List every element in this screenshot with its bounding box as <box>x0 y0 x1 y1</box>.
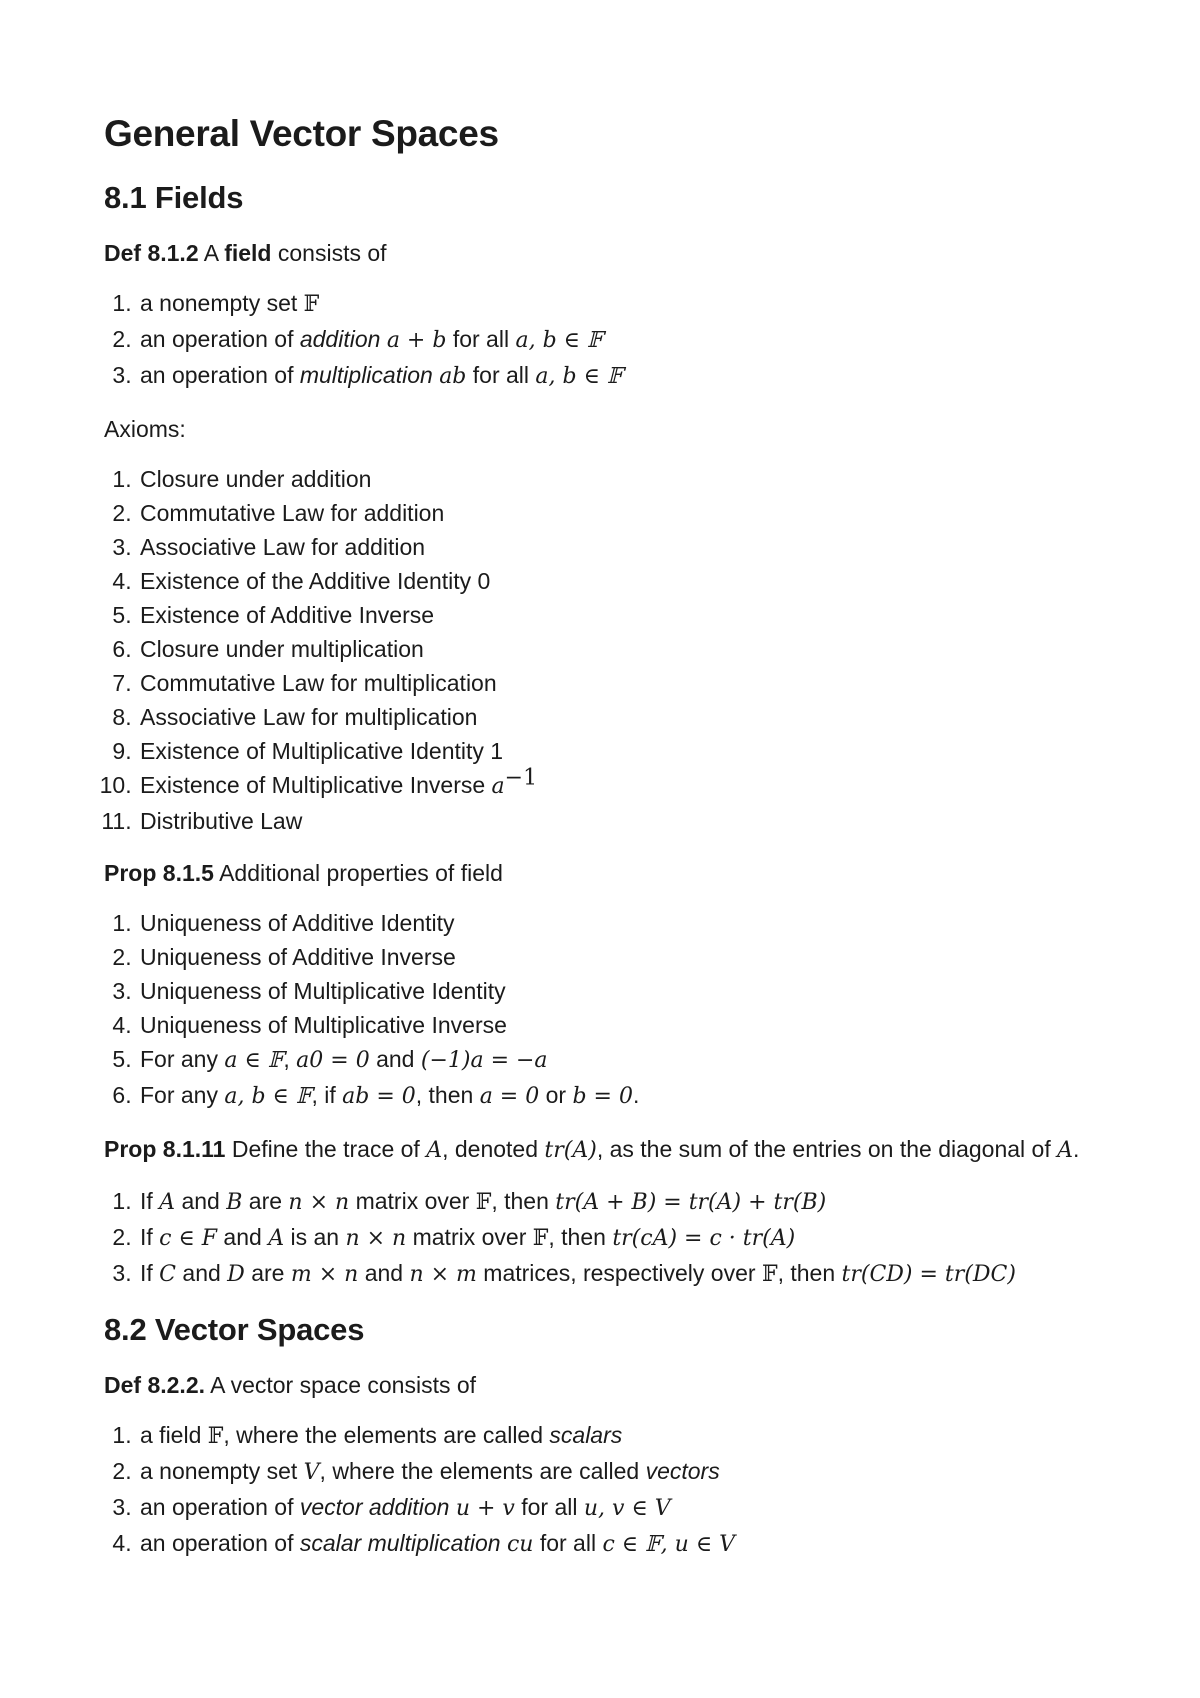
list-item: 6. Closure under multiplication <box>138 632 1104 666</box>
list-item: 3. Uniqueness of Multiplicative Identity <box>138 974 1104 1008</box>
list-item: 8. Associative Law for multiplication <box>138 700 1104 734</box>
list-item: 2. an operation of addition a + b for all a, b ∈ 𝔽 <box>138 322 1104 358</box>
list-item: 4. Uniqueness of Multiplicative Inverse <box>138 1008 1104 1042</box>
list-item: 2. Commutative Law for addition <box>138 496 1104 530</box>
list-item: 4. an operation of scalar multiplication cu for all c ∈ 𝔽, u ∈ V <box>138 1526 1104 1562</box>
prop-8-1-5: Prop 8.1.5 Additional properties of field <box>104 860 503 886</box>
list-item: 2. a nonempty set V, where the elements are called vectors <box>138 1454 1104 1490</box>
list-item: 1. Closure under addition <box>138 462 1104 496</box>
list-item: 7. Commutative Law for multiplication <box>138 666 1104 700</box>
page-title: General Vector Spaces <box>104 113 499 154</box>
list-item: 2. If c ∈ F and A is an n × n matrix over 𝔽, then tr(cA) = c · tr(A) <box>138 1220 1104 1256</box>
list-item: 9. Existence of Multiplicative Identity 1 <box>138 734 1104 768</box>
axioms-label: Axioms: <box>104 416 186 442</box>
list-item: 2. Uniqueness of Additive Inverse <box>138 940 1104 974</box>
list-item: 3. If C and D are m × n and n × m matrices, respectively over 𝔽, then tr(CD) = tr(DC) <box>138 1256 1104 1292</box>
field-components-list <box>104 286 1104 394</box>
def-label: Def 8.1.2 <box>104 240 199 266</box>
list-item: 4. Existence of the Additive Identity 0 <box>138 564 1104 598</box>
list-item: 5. For any a ∈ 𝔽, a0 = 0 and (−1)a = −a <box>138 1042 1104 1078</box>
list-item: 3. an operation of multiplication ab for all a, b ∈ 𝔽 <box>138 358 1104 394</box>
section-heading-fields: 8.1 Fields <box>104 180 244 215</box>
list-item: 1. a field 𝔽, where the elements are called scalars <box>138 1418 1104 1454</box>
def-8-2-2: Def 8.2.2. A vector space consists of <box>104 1372 477 1398</box>
list-item: 1. If A and B are n × n matrix over 𝔽, then tr(A + B) = tr(A) + tr(B) <box>138 1184 1104 1220</box>
trace-properties-list <box>104 1184 1104 1292</box>
prop-8-1-11: Prop 8.1.11 Define the trace of A, denoted tr(A), as the sum of the entries on the diagonal of A. <box>104 1136 1080 1163</box>
list-item: 6. For any a, b ∈ 𝔽, if ab = 0, then a = 0 or b = 0. <box>138 1078 1104 1114</box>
axioms-list <box>104 462 1104 838</box>
field-properties-list <box>104 906 1104 1114</box>
list-item: 1. Uniqueness of Additive Identity <box>138 906 1104 940</box>
section-heading-vector-spaces: 8.2 Vector Spaces <box>104 1312 365 1347</box>
list-item: 11. Distributive Law <box>138 804 1104 838</box>
list-item: 10. Existence of Multiplicative Inverse $a^{-1}$ <box>138 768 1104 804</box>
list-item: 1. a nonempty set 𝔽 <box>138 286 1104 322</box>
list-item: 3. Associative Law for addition <box>138 530 1104 564</box>
vector-space-components-list <box>104 1418 1104 1562</box>
def-8-1-2: Def 8.1.2 A field consists of <box>104 240 387 266</box>
list-item: 3. an operation of vector addition u + v for all u, v ∈ V <box>138 1490 1104 1526</box>
list-item: 5. Existence of Additive Inverse <box>138 598 1104 632</box>
